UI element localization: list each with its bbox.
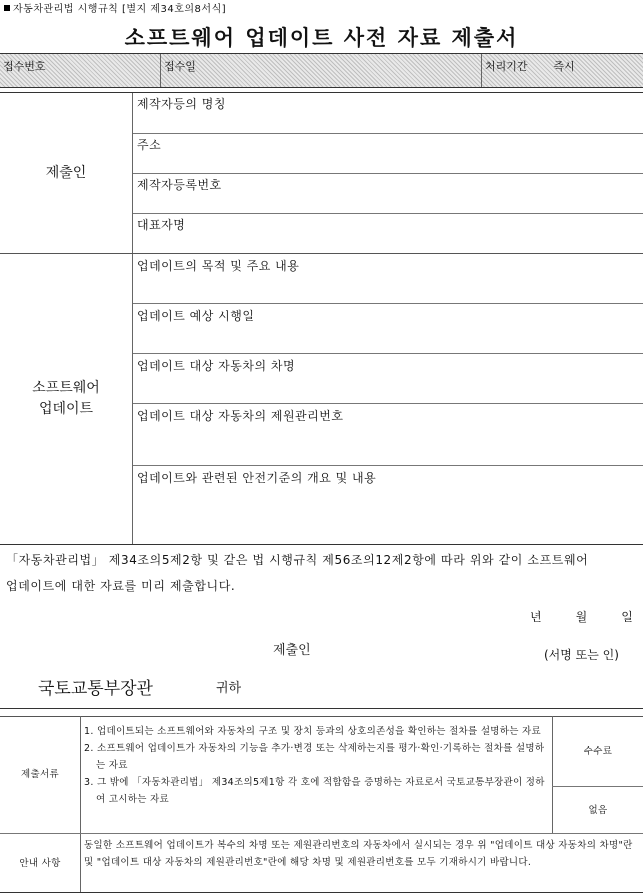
date-day: 일	[621, 610, 633, 624]
safety-standards-field[interactable]: 업데이트와 관련된 안전기준의 개요 및 내용	[137, 471, 377, 485]
sign-note[interactable]: (서명 또는 인)	[544, 648, 619, 662]
date-month: 월	[575, 610, 588, 624]
declaration-text: 「자동차관리법」 제34조의5제2항 및 같은 법 시행규칙 제56조의12제2항에 따라 위와 같이 소프트웨어 업데이트에 대한 자료를 미리 제출합니다.	[6, 553, 589, 593]
receipt-number-label: 접수번호	[3, 60, 46, 73]
receipt-number-field[interactable]	[0, 54, 160, 87]
recipient-name: 국토교통부장관	[38, 679, 153, 699]
footer-table	[0, 708, 643, 893]
required-docs-list	[84, 723, 548, 808]
manufacturer-registration-field[interactable]: 제작자등록번호	[137, 178, 222, 192]
date-line	[530, 608, 633, 625]
representative-name-field[interactable]: 대표자명	[137, 218, 186, 232]
vehicle-model-name-field[interactable]: 업데이트 대상 자동차의 차명	[137, 359, 296, 373]
main-table	[0, 92, 643, 545]
doc-item: 3. 그 밖에 「자동차관리법」 제34조의5제1항 각 호에 적합함을 증명하는 자료로서 국토교통부장관이 정하여 고시하는 자료	[84, 777, 545, 805]
fee-label: 수수료	[583, 745, 613, 757]
address-field[interactable]: 주소	[137, 138, 162, 152]
date-year: 년	[530, 610, 542, 624]
receipt-date-field[interactable]	[161, 54, 481, 87]
sign-label: 제출인	[273, 643, 311, 658]
doc-item: 2. 소프트웨어 업데이트가 자동차의 기능을 추가·변경 또는 삭제하는지를 평가·확인·기록하는 절차를 설명하는 자료	[84, 743, 545, 771]
square-bullet-icon	[4, 5, 10, 11]
update-purpose-field[interactable]: 업데이트의 목적 및 주요 내용	[137, 259, 300, 273]
legal-reference: 자동차관리법 시행규칙 [별지 제34호의8서식]	[4, 0, 226, 15]
fee-value: 없음	[588, 804, 608, 816]
receipt-bar	[0, 53, 643, 88]
recipient-suffix: 귀하	[216, 681, 242, 696]
vehicle-spec-number-field[interactable]: 업데이트 대상 자동차의 제원관리번호	[137, 409, 344, 423]
update-date-field[interactable]: 업데이트 예상 시행일	[137, 309, 255, 323]
form-title: 소프트웨어 업데이트 사전 자료 제출서	[124, 26, 519, 50]
submitter-section-label: 제출인	[45, 164, 87, 181]
receipt-date-label: 접수일	[164, 60, 196, 73]
processing-period-value: 즉시	[553, 60, 575, 73]
processing-period: 처리기간 즉시	[485, 60, 575, 73]
guide-text: 동일한 소프트웨어 업데이트가 복수의 차명 또는 제원관리번호의 자동차에서 실시되는 경우 위 "업데이트 대상 자동차의 차명"란 및 "업데이트 대상 자동차의 제원관리번호"란에 해당 차명 및 제원관리번호를 모두 기재하시기 바랍니다.	[84, 840, 633, 868]
company-name-field[interactable]: 제작자등의 명칭	[137, 97, 226, 111]
software-section-label: 소프트웨어 업데이트	[32, 380, 100, 417]
doc-item: 1. 업데이트되는 소프트웨어와 자동차의 구조 및 장치 등과의 상호의존성을 확인하는 절차를 설명하는 자료	[84, 726, 542, 737]
guide-label: 안내 사항	[19, 857, 61, 869]
required-docs-label: 제출서류	[21, 769, 59, 780]
